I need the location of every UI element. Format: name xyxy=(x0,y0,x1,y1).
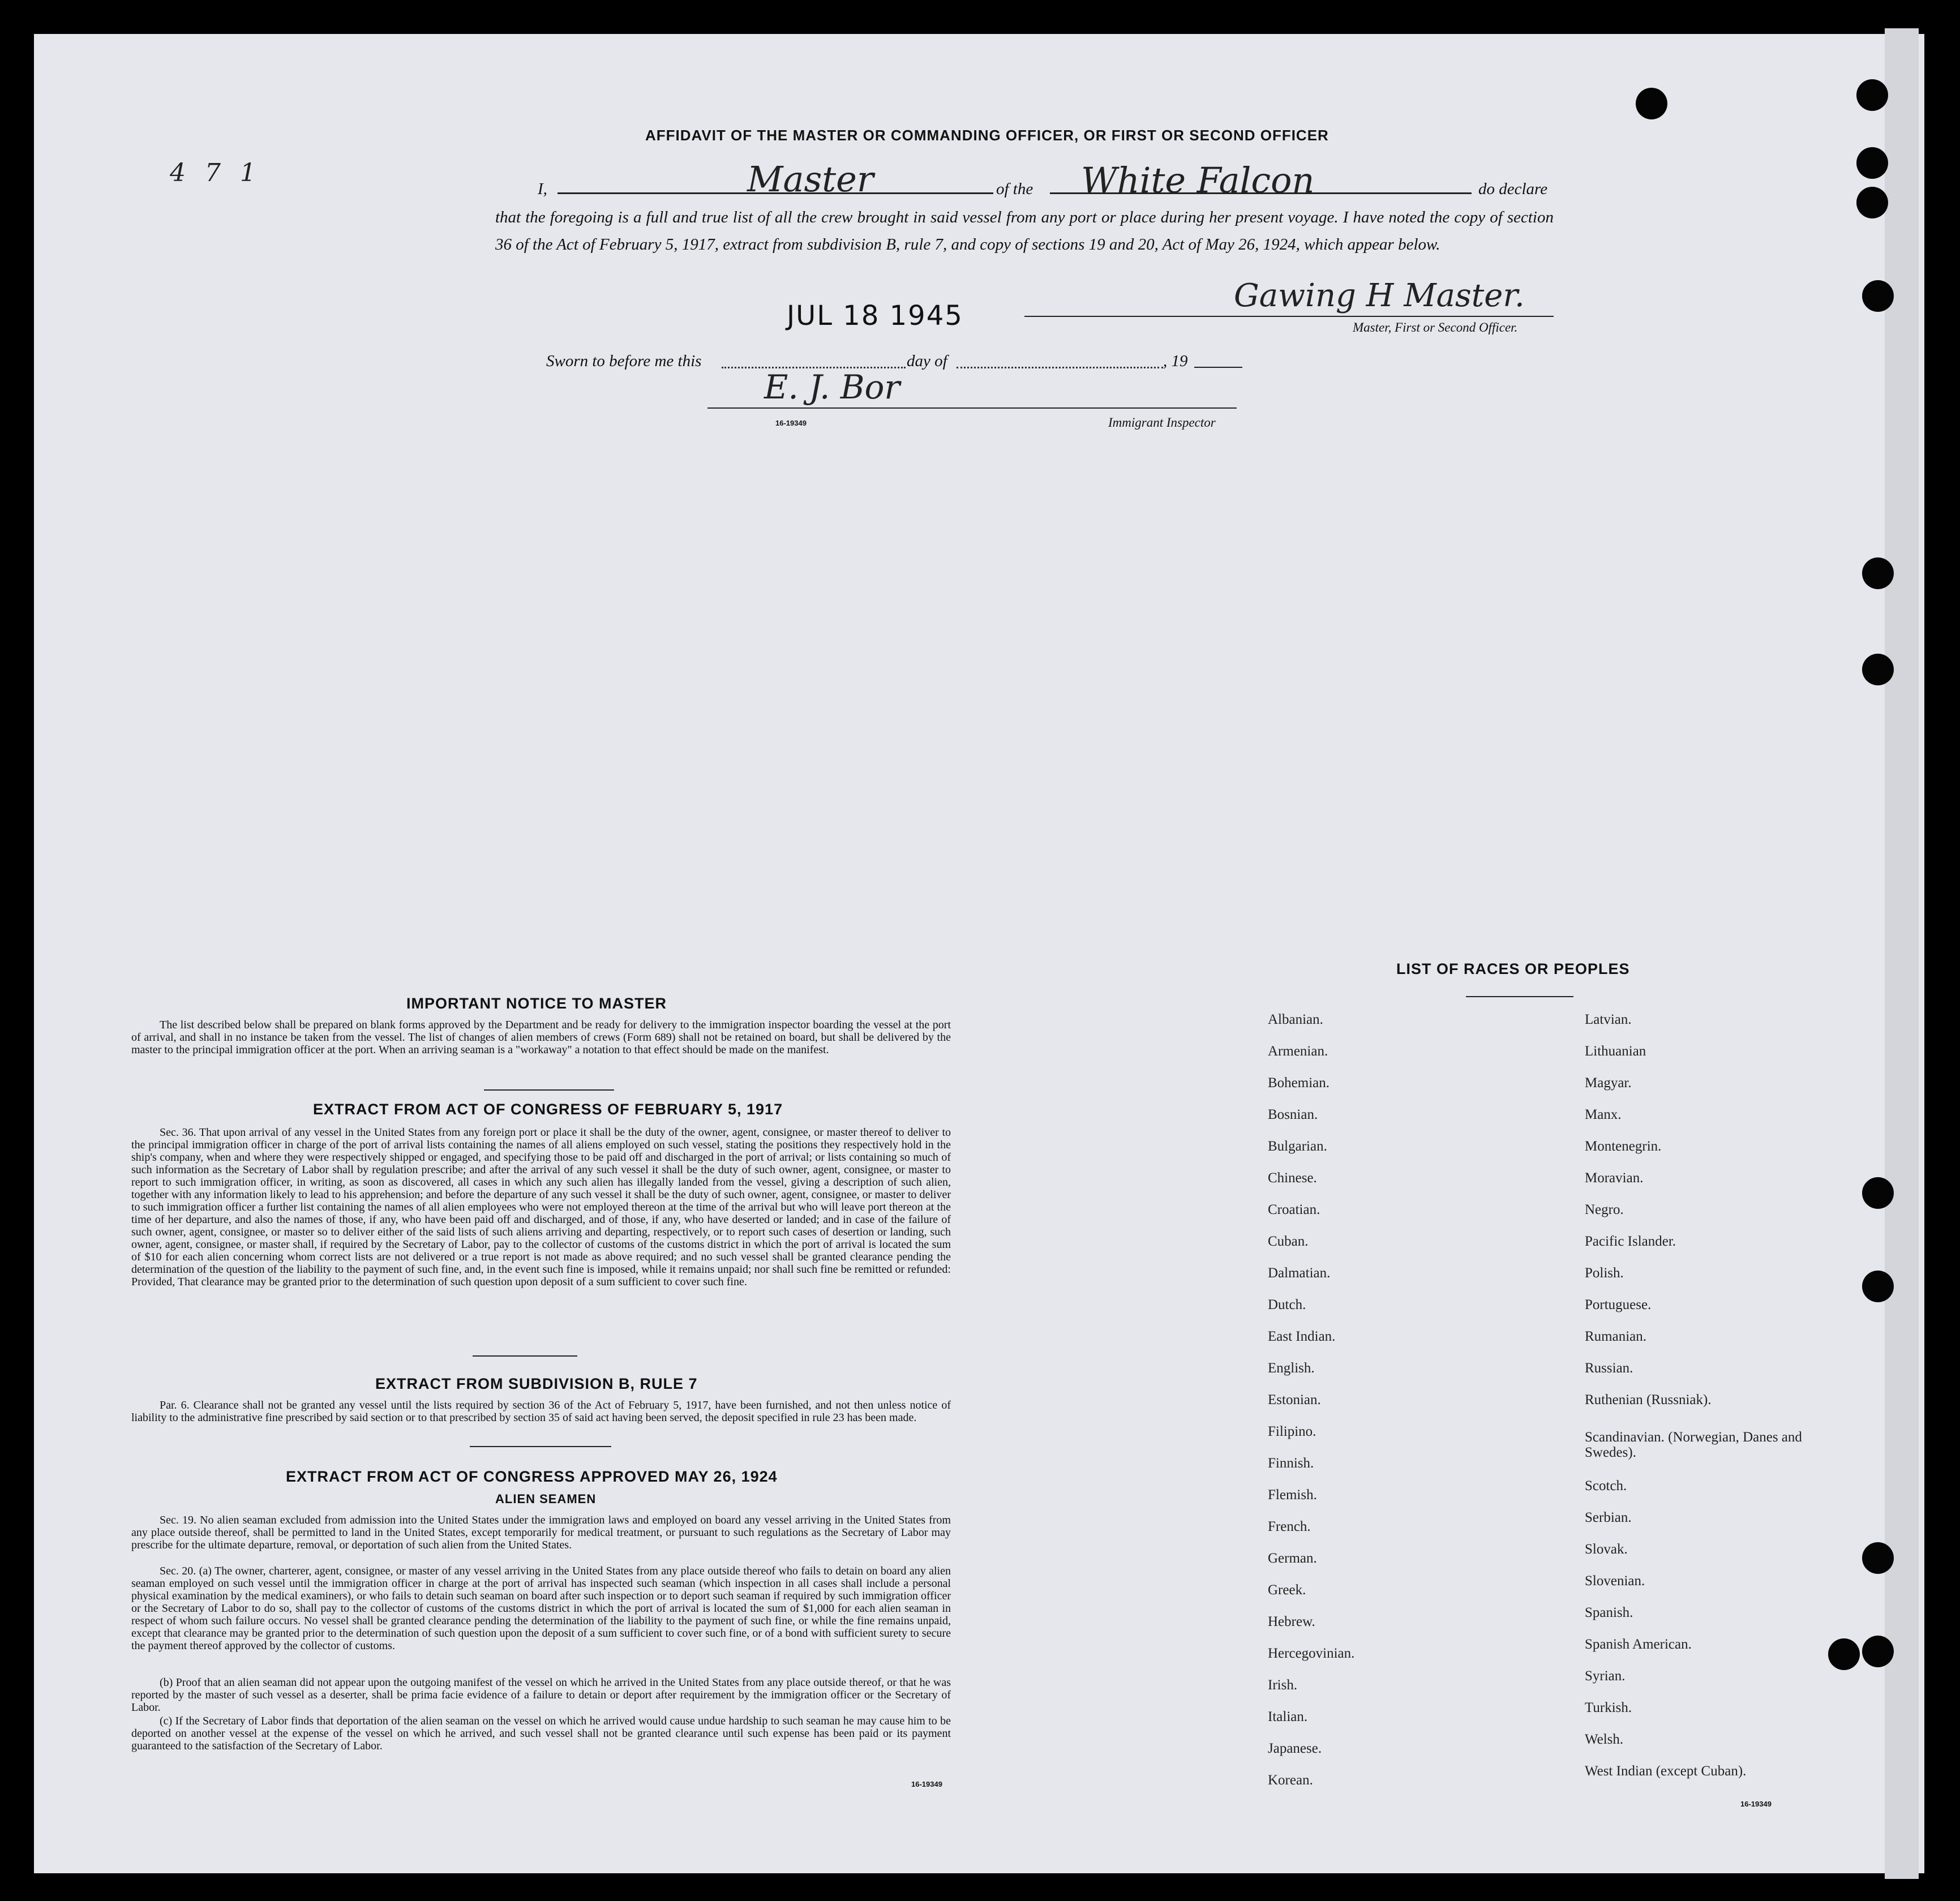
rule7-title: EXTRACT FROM SUBDIVISION B, RULE 7 xyxy=(375,1375,698,1392)
act1917-title: EXTRACT FROM ACT OF CONGRESS OF FEBRUARY 5, 1917 xyxy=(313,1101,783,1118)
race-item: Flemish. xyxy=(1268,1487,1317,1503)
signature-caption: Master, First or Second Officer. xyxy=(1353,320,1518,334)
binder-hole xyxy=(1856,187,1888,218)
race-item: Spanish American. xyxy=(1585,1637,1692,1652)
alien-seamen-subtitle: ALIEN SEAMEN xyxy=(495,1492,597,1506)
affidavit-title: AFFIDAVIT OF THE MASTER OR COMMANDING OFFICER, OR FIRST OR SECOND OFFICER xyxy=(645,127,1329,144)
do-declare-label: do declare xyxy=(1478,180,1548,198)
race-item: Filipino. xyxy=(1268,1424,1316,1439)
act1924-title: EXTRACT FROM ACT OF CONGRESS APPROVED MAY 26, 1924 xyxy=(286,1468,778,1485)
race-item: Scandinavian. (Norwegian, Danes and Swedes). xyxy=(1585,1430,1802,1460)
race-item: Estonian. xyxy=(1268,1392,1321,1407)
margin-annotation: 4 7 1 xyxy=(170,158,261,187)
races-column-1 xyxy=(1268,1012,1354,1804)
master-name-handwriting: Master xyxy=(747,158,874,200)
section-divider xyxy=(470,1446,611,1447)
i-label: I, xyxy=(538,180,547,198)
race-item: Moravian. xyxy=(1585,1170,1644,1186)
binder-hole xyxy=(1828,1638,1860,1670)
race-item: Pacific Islander. xyxy=(1585,1234,1676,1249)
race-item: Bulgarian. xyxy=(1268,1139,1327,1154)
binder-hole xyxy=(1636,88,1667,119)
sec19-text: Sec. 19. No alien seaman excluded from admission into the United States under the immigration laws and employed on board any vessel arriving in the United States from any place outside thereof, shall be permitted to land in the United States, except temporarily for medical treatment, or pursuant to such regulations as the Secretary of Labor may prescribe for the ultimate departure, removal, or deportation of such alien from the United States. xyxy=(131,1514,951,1551)
binder-hole xyxy=(1856,147,1888,179)
race-item: Slovenian. xyxy=(1585,1573,1645,1589)
binder-hole xyxy=(1856,79,1888,111)
race-item: Ruthenian (Russniak). xyxy=(1585,1392,1712,1407)
sworn-label: Sworn to before me this xyxy=(546,352,702,370)
binder-hole xyxy=(1862,1177,1894,1209)
race-item: Dutch. xyxy=(1268,1297,1306,1312)
races-column-2 xyxy=(1585,1012,1811,1795)
race-item: Manx. xyxy=(1585,1107,1622,1122)
sec20c-text: (c) If the Secretary of Labor finds that deportation of the alien seaman on the vessel on which he arrived would cause undue hardship to such seaman he may cause him to be deported on another vessel at the expense of the vessel on which he arrived, and such vessel shall not be granted clearance until such expense has been paid or its payment guaranteed to the satisfaction of the Secretary of Labor. xyxy=(131,1715,951,1752)
race-item: Magyar. xyxy=(1585,1075,1632,1091)
inspector-signature-line xyxy=(707,407,1237,409)
binder-hole xyxy=(1862,1636,1894,1667)
section-divider xyxy=(484,1089,614,1091)
date-stamp: JUL 18 1945 xyxy=(787,300,963,332)
race-item: Montenegrin. xyxy=(1585,1139,1662,1154)
notice-title: IMPORTANT NOTICE TO MASTER xyxy=(406,995,667,1012)
race-item: German. xyxy=(1268,1551,1317,1566)
notice-text: The list described below shall be prepared on blank forms approved by the Department and be ready for delivery to the immigration inspector boarding the vessel at the port of arrival, and shall in no instance be taken from the vessel. The list of changes of alien members of crews (Form 689) shall not be retained on board, but shall be delivered by the master to the principal immigration officer at the port. When an arriving seaman is a "workaway" a notation to that effect should be made on the manifest. xyxy=(131,1019,951,1056)
race-item: Rumanian. xyxy=(1585,1329,1647,1344)
binder-hole xyxy=(1862,654,1894,685)
race-item: Polish. xyxy=(1585,1265,1624,1281)
of-the-label: of the xyxy=(996,180,1033,198)
notice-form-number: 16-19349 xyxy=(911,1780,942,1788)
race-item: Bohemian. xyxy=(1268,1075,1330,1091)
binder-hole xyxy=(1862,1542,1894,1574)
race-item: Hebrew. xyxy=(1268,1614,1315,1629)
day-of-label: day of xyxy=(907,352,947,370)
race-item: Chinese. xyxy=(1268,1170,1317,1186)
race-item: Spanish. xyxy=(1585,1605,1633,1620)
race-item: Cuban. xyxy=(1268,1234,1309,1249)
races-form-number: 16-19349 xyxy=(1740,1800,1772,1808)
race-item: French. xyxy=(1268,1519,1311,1534)
binder-hole xyxy=(1862,1271,1894,1302)
race-item: Portuguese. xyxy=(1585,1297,1652,1312)
section-divider xyxy=(473,1355,577,1357)
binder-hole xyxy=(1862,280,1894,312)
master-signature: Gawing H Master. xyxy=(1234,277,1525,314)
races-title-rule xyxy=(1466,996,1573,997)
race-item: Serbian. xyxy=(1585,1510,1632,1525)
races-title: LIST OF RACES OR PEOPLES xyxy=(1396,960,1630,977)
race-item: Albanian. xyxy=(1268,1012,1323,1027)
race-item: Slovak. xyxy=(1585,1542,1628,1557)
race-item: Russian. xyxy=(1585,1361,1633,1376)
race-item: Japanese. xyxy=(1268,1741,1322,1756)
sec20b-text: (b) Proof that an alien seaman did not appear upon the outgoing manifest of the vessel on which he arrived in the United States from any place outside thereof, or that he was reported by the master of such vessel as a deserter, shall be prima facie evidence of a failure to detain or deport after requirement by the immigration officer or the Secretary of Labor. xyxy=(131,1676,951,1714)
binder-hole xyxy=(1862,557,1894,589)
race-item: Finnish. xyxy=(1268,1456,1314,1471)
race-item: Lithuanian xyxy=(1585,1044,1646,1059)
act1917-text: Sec. 36. That upon arrival of any vessel in the United States from any foreign port or place it shall be the duty of the owner, agent, consignee, or master thereof to deliver to the principal immigration officer in charge of the port of arrival lists containing the names of all aliens employed on such vessel, stating the positions they respectively hold in the ship's company, when and where they were respectively shipped or engaged, and specifying those to be paid off and discharged in the port of arrival; or lists containing so much of such information as the Secretary of Labor shall by regulation prescribe; and after the arrival of any such vessel it shall be the duty of such owner, agent, consignee, or master to report to such immigration officer, in writing, as soon as discovered, all cases in which any such alien has illegally landed from the vessel, giving a description of such alien, together with any information likely to lead to his apprehension; and before the departure of any such vessel it shall be the duty of such owner, agent, consignee, or master to deliver to such immigration officer a further list containing the names of all alien employees who were not employed thereon at the time of the arrival but who will leave port thereon at the time of her departure, and also the names of those, if any, who have been paid off and discharged, and of those, if any, who have deserted or landed; and in case of the failure of such owner, agent, consignee, or master so to deliver either of the said lists of such aliens arriving and departing, respectively, or to report such cases of desertion or landing, such owner, agent, consignee, or master shall, if required by the Secretary of Labor, pay to the collector of customs of the customs district in which the port of arrival is located the sum of $10 for each alien concerning whom correct lists are not delivered or a true report is not made as above required; and no such vessel shall be granted clearance pending the determination of the question of the liability to the payment of such fine, and, in the event such fine is imposed, while it remains unpaid; nor shall such fine be remitted or refunded: Provided, That clearance may be granted prior to the determination of such question upon deposit of a sum sufficient to cover such fine. xyxy=(131,1126,951,1288)
signature-line xyxy=(1024,316,1554,317)
inspector-caption: Immigrant Inspector xyxy=(1108,415,1216,430)
race-item: Latvian. xyxy=(1585,1012,1632,1027)
year-label: , 19 xyxy=(1163,352,1188,370)
race-item: Irish. xyxy=(1268,1677,1298,1693)
race-item: Scotch. xyxy=(1585,1478,1627,1494)
sworn-month-line xyxy=(957,367,1163,368)
inspector-signature: E. J. Bor xyxy=(764,368,900,406)
affidavit-paragraph: that the foregoing is a full and true list of all the crew brought in said vessel from any port or place during her present voyage. I have noted the copy of section 36 of the Act of February 5, 1917, extract from subdivision B, rule 7, and copy of sections 19 and 20, Act of May 26, 1924, which appear below. xyxy=(495,208,1554,254)
race-item: Negro. xyxy=(1585,1202,1624,1217)
race-item: English. xyxy=(1268,1361,1315,1376)
race-item: Korean. xyxy=(1268,1773,1313,1788)
race-item: Hercegovinian. xyxy=(1268,1646,1355,1661)
race-item: Bosnian. xyxy=(1268,1107,1318,1122)
race-item: Italian. xyxy=(1268,1709,1308,1724)
race-item: Croatian. xyxy=(1268,1202,1320,1217)
race-item: Armenian. xyxy=(1268,1044,1328,1059)
race-item: East Indian. xyxy=(1268,1329,1336,1344)
race-item: West Indian (except Cuban). xyxy=(1585,1763,1747,1779)
race-item: Syrian. xyxy=(1585,1668,1626,1684)
sec20a-text: Sec. 20. (a) The owner, charterer, agent, consignee, or master of any vessel arriving in the United States from any place outside thereof who fails to detain on board any alien seaman employed on such vessel until the immigration officer in charge at the port of arrival has inspected such seaman (which inspection in all cases shall include a personal physical examination by the medical examiners), or who fails to detain such seaman on board after such inspection or to deport such seaman if required by such immigration officer or the Secretary of Labor to do so, shall pay to the collector of customs of the customs district in which the port of arrival is located the sum of $1,000 for each alien seaman in respect of whom such failure occurs. No vessel shall be granted clearance pending the determination of the liability to the payment of such fine, or while the fine remains unpaid, except that clearance may be granted prior to the determination of such question upon the deposit of a sum sufficient to cover such fine, or of a bond with sufficient surety to secure the payment thereof approved by the collector of customs. xyxy=(131,1565,951,1652)
vessel-name-handwriting: White Falcon xyxy=(1081,160,1315,201)
sworn-year-line xyxy=(1194,367,1242,368)
race-item: Dalmatian. xyxy=(1268,1265,1331,1281)
race-item: Greek. xyxy=(1268,1582,1306,1598)
rule7-text: Par. 6. Clearance shall not be granted any vessel until the lists required by section 36 of the Act of February 5, 1917, have been furnished, and not then unless notice of liability to the administrative fine prescribed by said section or to that prescribed by section 35 of said act having been served, the deposit specified in rule 23 has been made. xyxy=(131,1399,951,1424)
affidavit-form-number: 16-19349 xyxy=(775,419,807,427)
race-item: Turkish. xyxy=(1585,1700,1632,1715)
race-item: Welsh. xyxy=(1585,1732,1624,1747)
